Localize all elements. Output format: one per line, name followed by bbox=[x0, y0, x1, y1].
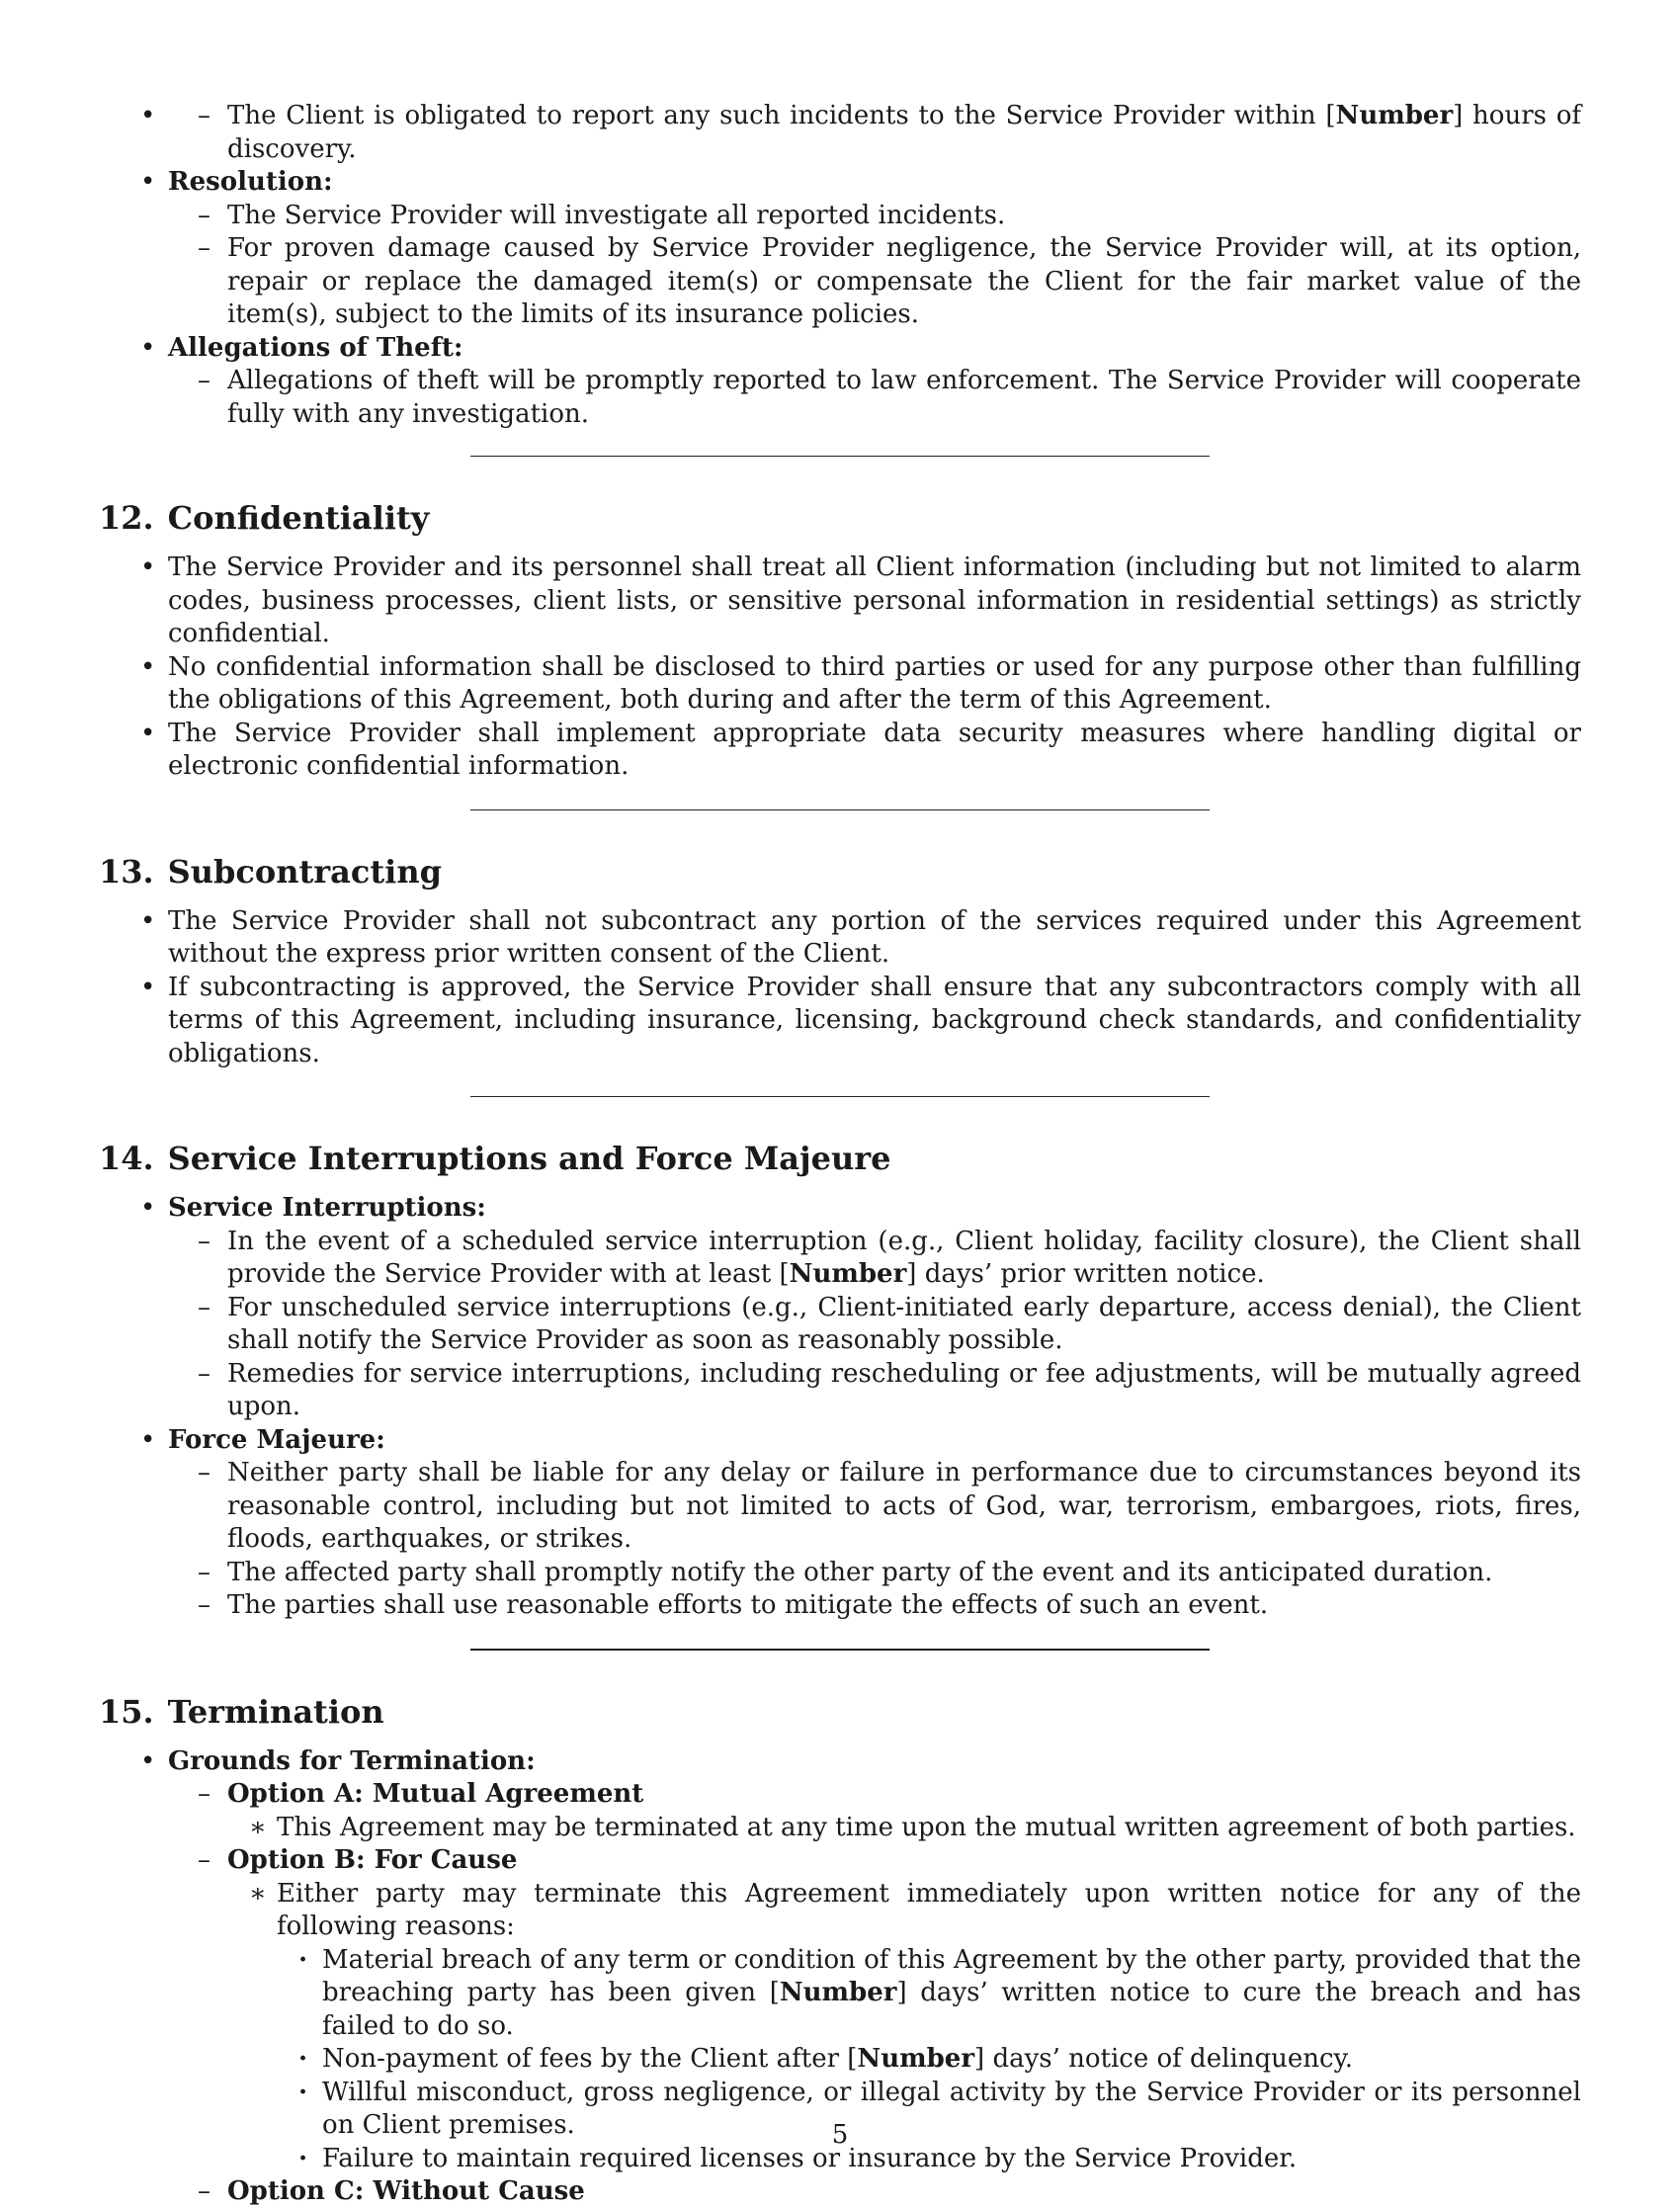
list-item: ∗ Either party may terminate this Agreement immediately upon written notice for any of the following reasons: · Material breach of any term or condition of this Agreement by the other party, provided that the breaching party has been given [Number] days’ written notice to cure the breach and has failed to do so. · Non-payment of fees by the Client after [Number] days’ notice of delinquency. · Willful misconduct, gross negligence, or illegal activity by the Service Provider or its personnel on Client premises. · Failure to maintain required licenses or insurance by the Service Provider. bbox=[277, 1878, 1581, 2176]
list-item: – In the event of a scheduled service interruption (e.g., Client holiday, facility closure), the Client shall provide the Service Provider with at least [Number] days’ prior written notice. bbox=[227, 1226, 1581, 1292]
option-a-label: Option A: Mutual Agreement bbox=[227, 1779, 644, 1809]
list-item-theft bbox=[168, 332, 1581, 432]
sec11-report-item-wrapper bbox=[168, 100, 1581, 166]
sec11-continued-list bbox=[168, 100, 1581, 431]
grounds-label: Grounds for Termination: bbox=[168, 1745, 536, 1776]
list-item: – Remedies for service interruptions, including rescheduling or fee adjustments, will be mutually agreed upon. bbox=[227, 1358, 1581, 1424]
service-interruptions-sublist bbox=[227, 1226, 1581, 1424]
option-a-sublist bbox=[277, 1812, 1581, 1845]
force-majeure-list bbox=[168, 1192, 1581, 1623]
list-item: · Willful misconduct, gross negligence, or illegal activity by the Service Provider or its personnel on Client premises. bbox=[322, 2077, 1581, 2143]
theft-sublist bbox=[227, 365, 1581, 431]
list-item: • The Service Provider and its personnel shall treat all Client information (including but not limited to alarm codes, business processes, client lists, or sensitive personal information in residential settings) as strictly confidential. bbox=[168, 552, 1581, 651]
list-item: · Non-payment of fees by the Client after [Number] days’ notice of delinquency. bbox=[322, 2043, 1581, 2077]
subcontracting-list bbox=[168, 905, 1581, 1071]
list-item: – • The Client is obligated to report any such incidents to the Service Provider within [Number] hours of discovery. bbox=[227, 100, 1581, 166]
placeholder-number: Number bbox=[779, 1978, 897, 2007]
option-b-label: Option B: For Cause bbox=[227, 1845, 518, 1875]
list-item: ∗ This Agreement may be terminated at any time upon the mutual written agreement of both parties. bbox=[277, 1812, 1581, 1845]
sec11-report-sublist bbox=[227, 100, 1581, 166]
list-item: – The parties shall use reasonable efforts to mitigate the effects of such an event. bbox=[227, 1589, 1581, 1623]
list-item: • The Service Provider shall implement appropriate data security measures where handling digital or electronic confidential information. bbox=[168, 718, 1581, 784]
section-heading-subcontracting: 13. Subcontracting bbox=[99, 852, 442, 891]
list-item-option-c bbox=[227, 2175, 1581, 2209]
section-divider bbox=[470, 456, 1210, 457]
section-heading-confidentiality: 12. Confidentiality bbox=[99, 499, 430, 537]
resolution-label: Resolution: bbox=[168, 167, 333, 197]
force-majeure-sublist bbox=[227, 1457, 1581, 1623]
list-item: · Failure to maintain required licenses or insurance by the Service Provider. bbox=[322, 2143, 1581, 2176]
section-heading-force-majeure: 14. Service Interruptions and Force Majeure bbox=[99, 1140, 891, 1177]
list-item-force-majeure bbox=[168, 1424, 1581, 1623]
confidentiality-list bbox=[168, 552, 1581, 784]
force-majeure-label: Force Majeure: bbox=[168, 1424, 385, 1455]
list-item: • No confidential information shall be disclosed to third parties or used for any purpose other than fulfilling the obligations of this Agreement, both during and after the term of this Agreement. bbox=[168, 651, 1581, 718]
theft-label: Allegations of Theft: bbox=[168, 332, 463, 363]
placeholder-number: Number bbox=[857, 2044, 975, 2074]
list-item-resolution bbox=[168, 166, 1581, 332]
option-c-label: Option C: Without Cause bbox=[227, 2176, 585, 2206]
resolution-sublist bbox=[227, 200, 1581, 332]
list-item: • If subcontracting is approved, the Service Provider shall ensure that any subcontractors comply with all terms of this Agreement, including insurance, licensing, background check standards, and confidentiality obligations. bbox=[168, 972, 1581, 1071]
section-divider bbox=[470, 809, 1210, 810]
list-item: – The affected party shall promptly notify the other party of the event and its anticipated duration. bbox=[227, 1557, 1581, 1590]
service-interruptions-label: Service Interruptions: bbox=[168, 1193, 486, 1223]
list-item: – For proven damage caused by Service Provider negligence, the Service Provider will, at its option, repair or replace the damaged item(s) or compensate the Client for the fair market value of the item(s), subject to the limits of its insurance policies. bbox=[227, 232, 1581, 332]
placeholder-number: Number bbox=[1335, 101, 1454, 130]
section-divider bbox=[470, 1096, 1210, 1097]
page-content bbox=[99, 100, 1581, 2209]
section-divider bbox=[470, 1649, 1210, 1651]
list-item-service-interruptions bbox=[168, 1192, 1581, 1424]
list-item: – Neither party shall be liable for any delay or failure in performance due to circumstances beyond its reasonable control, including but not limited to acts of God, war, terrorism, embargoes, riots, fires, floods, earthquakes, or strikes. bbox=[227, 1457, 1581, 1557]
list-item: – For unscheduled service interruptions (e.g., Client-initiated early departure, access denial), the Client shall notify the Service Provider as soon as reasonably possible. bbox=[227, 1292, 1581, 1358]
list-item: • The Service Provider shall not subcontract any portion of the services required under this Agreement without the express prior written consent of the Client. bbox=[168, 905, 1581, 972]
section-heading-termination: 15. Termination bbox=[99, 1692, 384, 1731]
page-number: 5 bbox=[831, 2120, 849, 2150]
list-item-option-a bbox=[227, 1778, 1581, 1844]
list-item: – The Service Provider will investigate all reported incidents. bbox=[227, 200, 1581, 233]
list-item: – Allegations of theft will be promptly reported to law enforcement. The Service Provider will cooperate fully with any investigation. bbox=[227, 365, 1581, 431]
placeholder-number: Number bbox=[789, 1259, 907, 1289]
list-item: · Material breach of any term or condition of this Agreement by the other party, provided that the breaching party has been given [Number] days’ written notice to cure the breach and has failed to do so. bbox=[322, 1944, 1581, 2044]
